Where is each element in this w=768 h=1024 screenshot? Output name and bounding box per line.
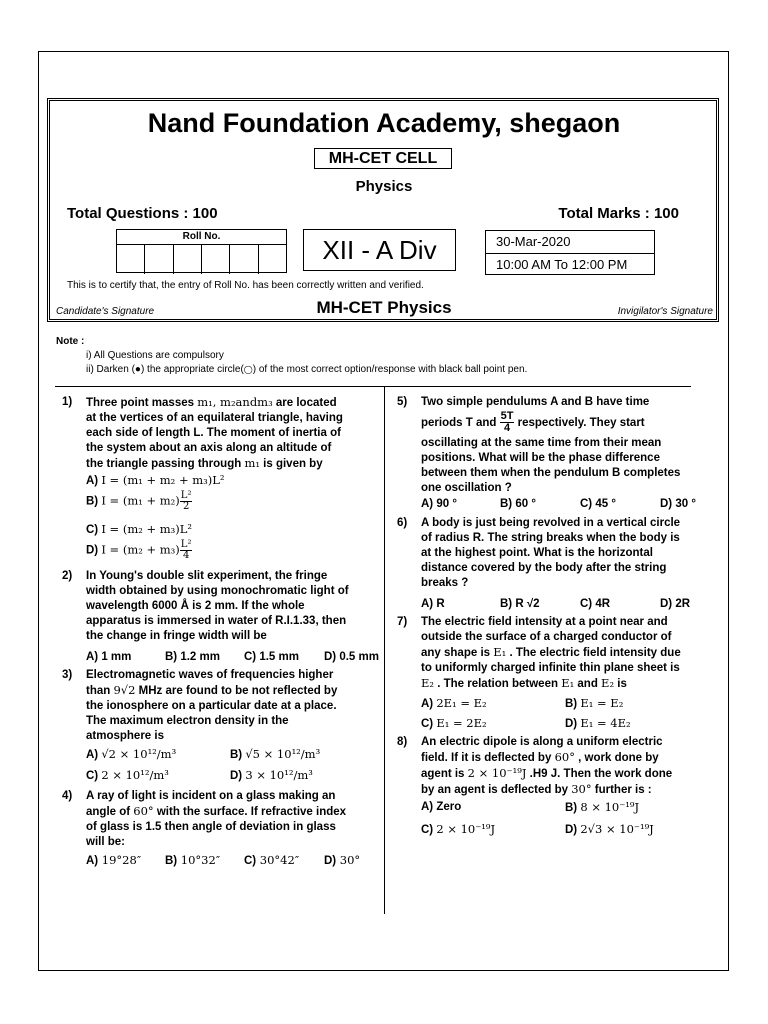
- exam-name: MH-CET Physics: [316, 298, 452, 317]
- note-block: [56, 335, 527, 377]
- roll-cell: [202, 245, 230, 274]
- note-title: Note :: [56, 336, 85, 347]
- q1-option-d[interactable]: D) I = (m₂ + m₃) $\frac{\text{L²}}{4}$: [86, 539, 192, 561]
- candidate-signature: Candidate's Signature: [56, 306, 155, 317]
- q4-option-a[interactable]: A) 19°28″: [86, 853, 142, 867]
- q5-option-b[interactable]: B) 60 °: [500, 498, 536, 510]
- q5-option-a[interactable]: A) 90 °: [421, 498, 457, 510]
- q4-option-d[interactable]: D) 30°: [324, 853, 361, 867]
- q3-option-a[interactable]: A) √2 × 10¹²/m³: [86, 747, 177, 761]
- certify-text: This is to certify that, the entry of Roll No. has been correctly written and verified.: [67, 280, 424, 291]
- invigilator-signature: Invigilator's Signature: [617, 306, 713, 317]
- q1-option-c[interactable]: C) I = (m₂ + m₃)L²: [86, 522, 193, 536]
- exam-time: 10:00 AM To 12:00 PM: [496, 257, 628, 272]
- institute-title: Nand Foundation Academy, shegaon: [147, 108, 621, 138]
- empty-circle-icon: ◯: [243, 365, 253, 374]
- roll-number-label: Roll No.: [117, 230, 286, 245]
- q6-option-c[interactable]: C) 4R: [580, 598, 611, 610]
- note-line-2: ii) Darken (●) the appropriate circle(◯) of the most correct option/response with black ball point pen.: [86, 364, 528, 375]
- q2-option-b[interactable]: B) 1.2 mm: [165, 651, 220, 663]
- division-box: XII - A Div: [303, 229, 456, 271]
- q6-option-b[interactable]: B) R √2: [500, 598, 540, 610]
- roll-cell: [145, 245, 173, 274]
- divider-horizontal: [55, 386, 691, 387]
- q8-option-d[interactable]: D) 2√3 × 10⁻¹⁹J: [565, 822, 654, 836]
- q8-option-a[interactable]: A) Zero: [421, 801, 462, 813]
- filled-circle-icon: ●: [134, 364, 141, 375]
- total-questions: Total Questions : 100: [67, 205, 218, 222]
- exam-date: 30-Mar-2020: [486, 231, 654, 254]
- q3-option-d[interactable]: D) 3 × 10¹²/m³: [230, 768, 313, 782]
- subject-label: Physics: [355, 178, 413, 195]
- q4-option-c[interactable]: C) 30°42″: [244, 853, 300, 867]
- roll-cell: [259, 245, 286, 274]
- q3-option-c[interactable]: C) 2 × 10¹²/m³: [86, 768, 169, 782]
- q8-option-c[interactable]: C) 2 × 10⁻¹⁹J: [421, 822, 496, 836]
- total-marks: Total Marks : 100: [558, 205, 679, 222]
- q7-option-c[interactable]: C) E₁ = 2E₂: [421, 716, 487, 730]
- q1-option-b[interactable]: B) I = (m₁ + m₂) $\frac{\text{L²}}{2}$: [86, 490, 192, 512]
- q8-option-b[interactable]: B) 8 × 10⁻¹⁹J: [565, 800, 640, 814]
- roll-number-cells: [117, 245, 286, 274]
- q6-option-a[interactable]: A) R: [421, 598, 445, 610]
- roll-cell: [174, 245, 202, 274]
- roll-cell: [117, 245, 145, 274]
- q6-option-d[interactable]: D) 2R: [660, 598, 691, 610]
- q4-option-b[interactable]: B) 10°32″: [165, 853, 221, 867]
- q2-option-c[interactable]: C) 1.5 mm: [244, 651, 299, 663]
- q7-option-b[interactable]: B) E₁ = E₂: [565, 696, 624, 710]
- date-time-box: [485, 230, 655, 275]
- roll-cell: [230, 245, 258, 274]
- q3-option-b[interactable]: B) √5 × 10¹²/m³: [230, 747, 321, 761]
- roll-number-box: [116, 229, 287, 273]
- cell-label: MH-CET CELL: [314, 148, 452, 169]
- q7-option-a[interactable]: A) 2E₁ = E₂: [421, 696, 487, 710]
- q5-option-d[interactable]: D) 30 °: [660, 498, 696, 510]
- q1-option-a[interactable]: A) I = (m₁ + m₂ + m₃)L²: [86, 473, 225, 487]
- q7-option-d[interactable]: D) E₁ = 4E₂: [565, 716, 631, 730]
- q2-option-d[interactable]: D) 0.5 mm: [324, 651, 379, 663]
- q5-option-c[interactable]: C) 45 °: [580, 498, 616, 510]
- q2-option-a[interactable]: A) 1 mm: [86, 651, 132, 663]
- note-line-1: i) All Questions are compulsory: [86, 350, 224, 361]
